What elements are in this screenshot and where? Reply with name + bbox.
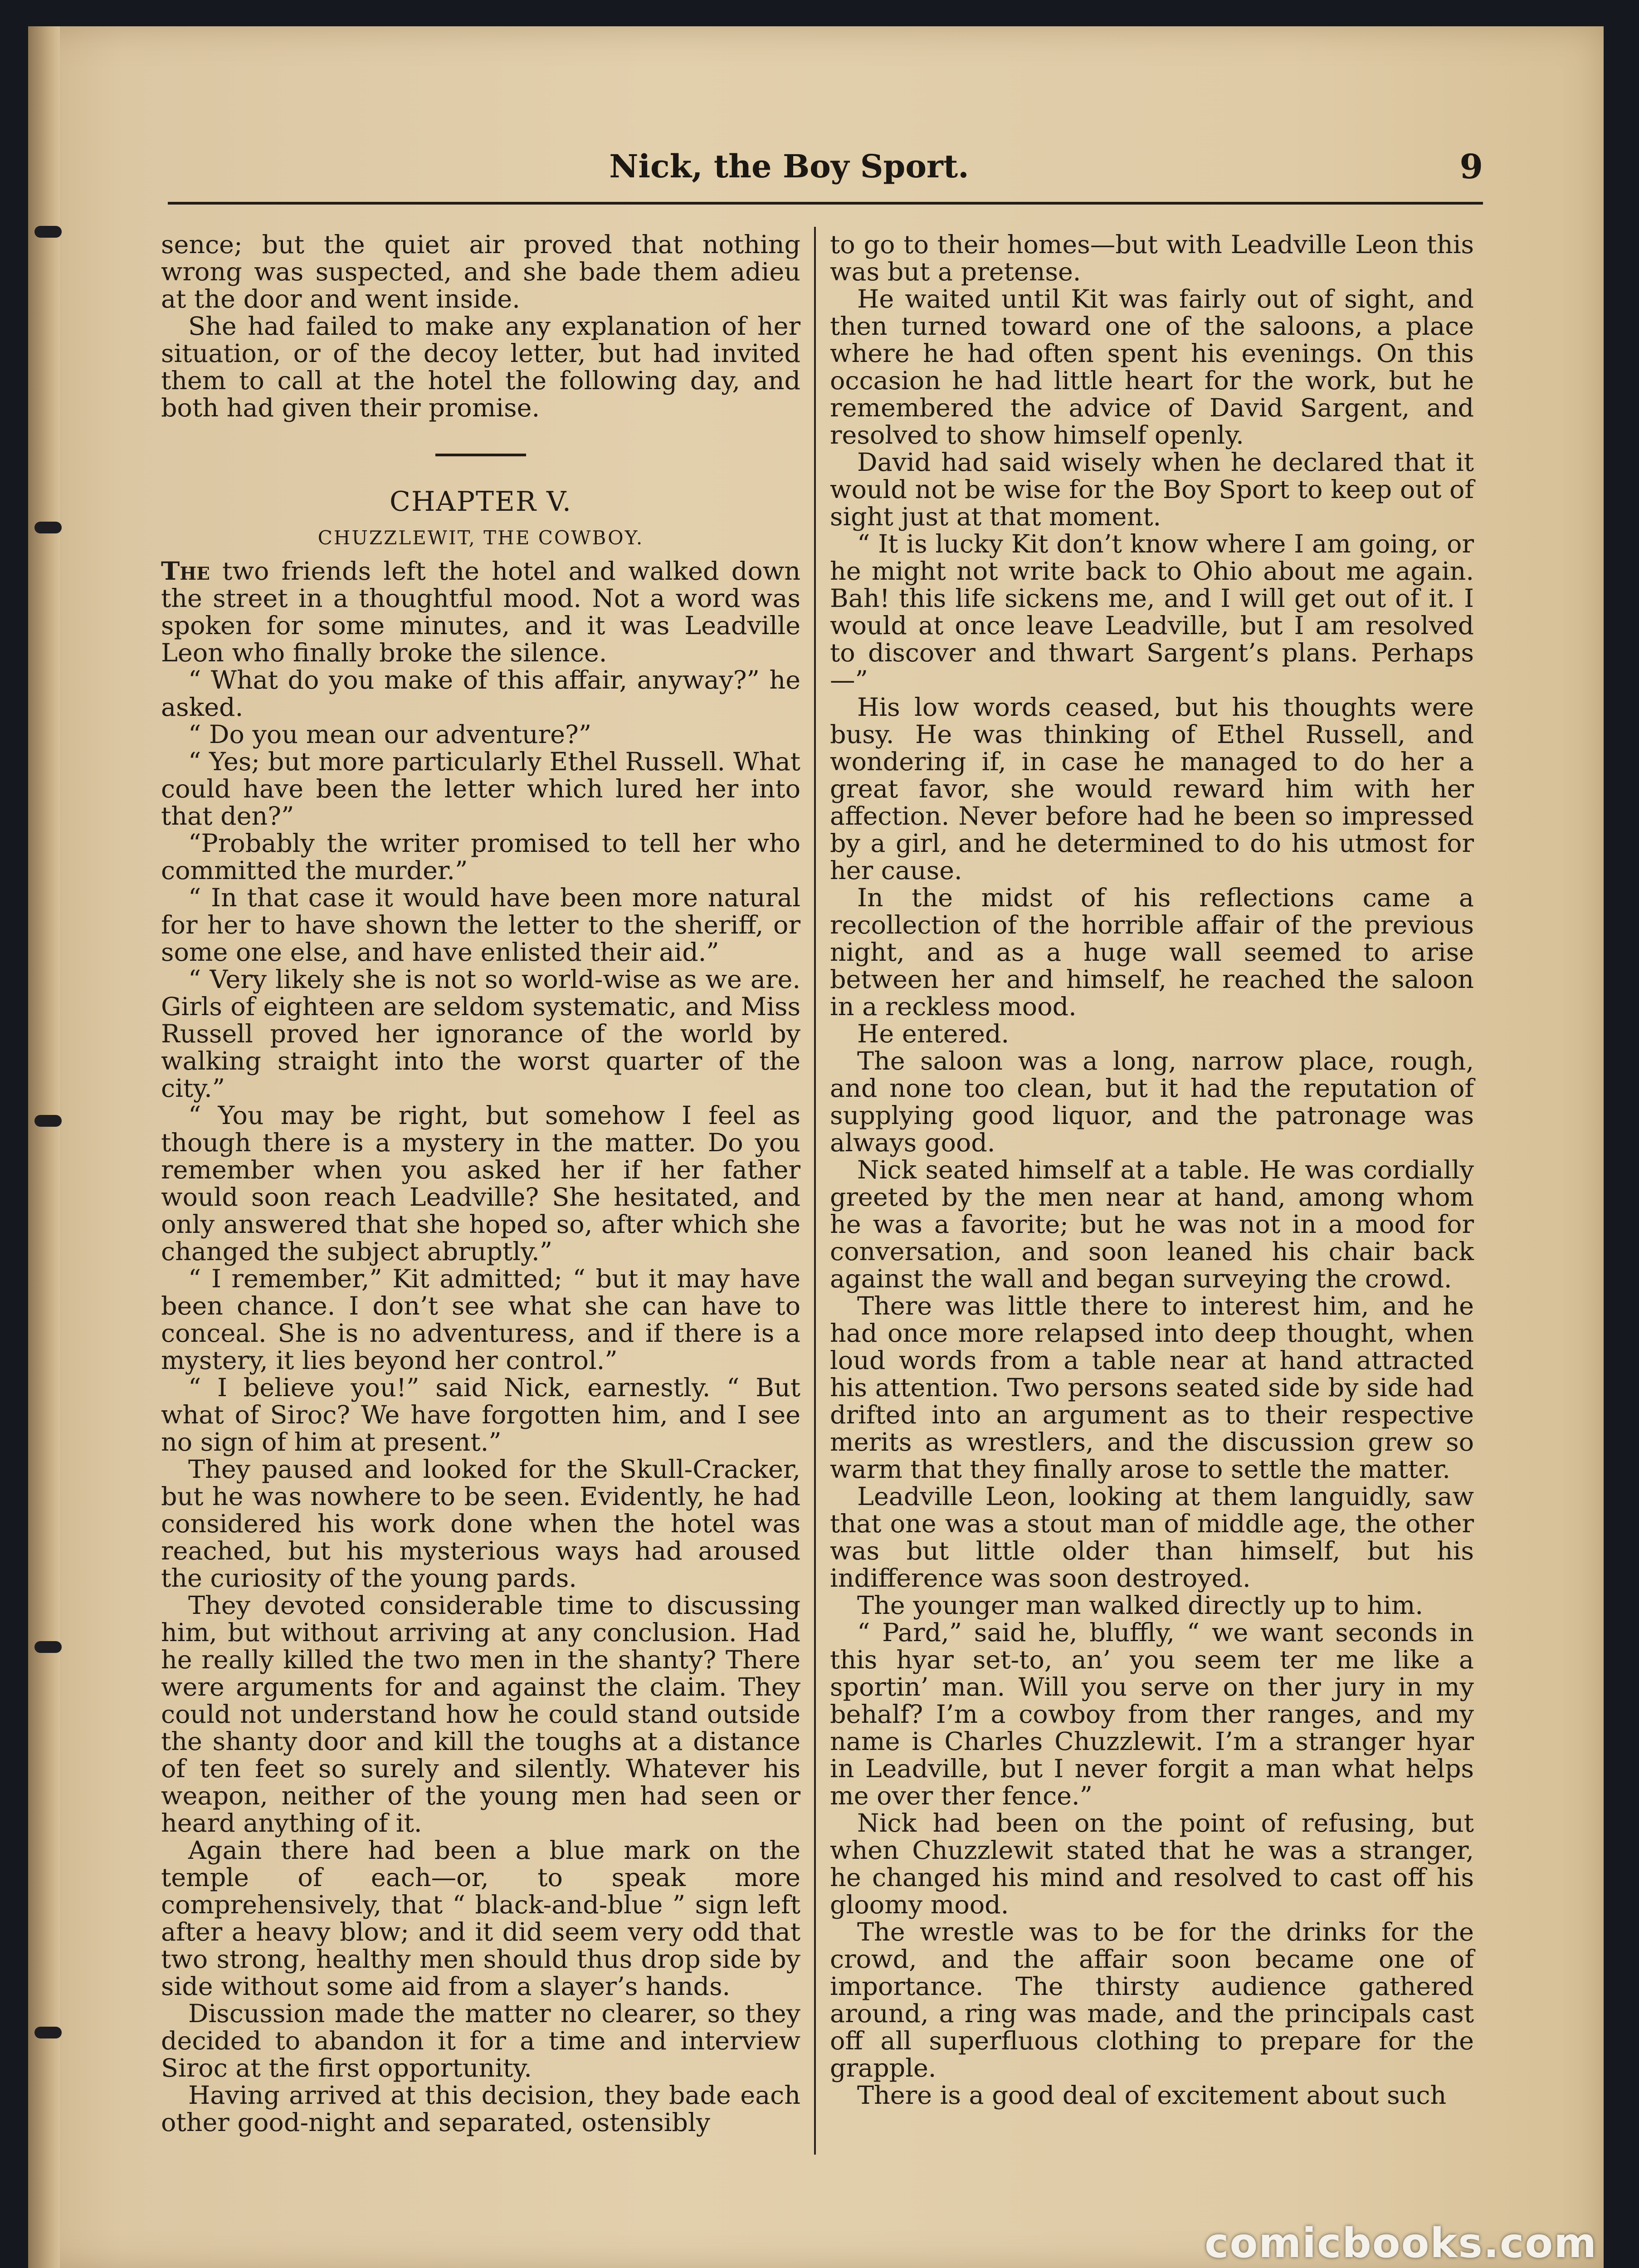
binding-stitch: [34, 1115, 62, 1127]
paragraph: The saloon was a long, narrow place, rough, and none too clean, but it had the reputation of supplying good liquor, and the patronage was always good.: [830, 1046, 1474, 1158]
opening-text: two friends left the hotel and walked down the street in a thoughtful mood. Not a word was spoken for some minutes, and it was Leadville Leon who finally broke the silence.: [161, 557, 800, 668]
left-column: [161, 231, 800, 2136]
binding-stitch: [34, 2027, 62, 2038]
paragraph: Leadville Leon, looking at them languidly, saw that one was a stout man of middle age, the other was but little older than himself, but his indifference was soon destroyed.: [830, 1482, 1474, 1593]
paragraph: Again there had been a blue mark on the temple of each—or, to speak more comprehensively, that “ black-and-blue ” sign left after a heavy blow; and it did seem very odd that two strong, healthy men should thus drop side by side without some aid from a slayer’s hands.: [161, 1836, 800, 2001]
page-spine: [28, 26, 60, 2268]
paragraph: “ Yes; but more particularly Ethel Russell. What could have been the letter which lured her into that den?”: [161, 747, 800, 831]
paragraph: He entered.: [857, 1019, 1010, 1049]
paragraph: “ I remember,” Kit admitted; “ but it may have been chance. I don’t see what she can have to conceal. She is no adventuress, and if there is a mystery, it lies beyond her control.”: [161, 1264, 800, 1375]
paragraph: His low words ceased, but his thoughts were busy. He was thinking of Ethel Russell, and wondering if, in case he managed to do her a great favor, she would reward him with her affection. Never before had he been so impressed by a girl, and he determined to do his utmost for her cause.: [830, 693, 1474, 885]
paragraph: “ I believe you!” said Nick, earnestly. “ But what of Siroc? We have forgotten him, and I see no sign of him at present.”: [161, 1373, 800, 1457]
paragraph: “ Do you mean our adventure?”: [188, 720, 592, 749]
paragraph: They devoted considerable time to discussing him, but without arriving at any conclusion. Had he really killed the two men in the shanty? There were arguments for and against the claim. They could not understand how he could stand outside the shanty door and kill the toughs at a distance of ten feet so surely and silently. Whatever his weapon, neither of the young men had seen or heard anything of it.: [161, 1591, 800, 1838]
binding-stitch: [34, 226, 62, 238]
paragraph: “ It is lucky Kit don’t know where I am going, or he might not write back to Ohio about me again. Bah! this life sickens me, and I will get out of it. I would at once leave Leadville, but I am resolved to discover and thwart Sargent’s plans. Perhaps—”: [830, 529, 1474, 695]
running-title: Nick, the Boy Sport.: [609, 147, 969, 185]
paragraph: “ What do you make of this affair, anyway?” he asked.: [161, 665, 800, 722]
paragraph: Nick had been on the point of refusing, but when Chuzzlewit stated that he was a stranger, he changed his mind and resolved to cast off his gloomy mood.: [830, 1809, 1474, 1920]
chapter-opening-paragraph: [161, 558, 800, 667]
page-number: 9: [1459, 147, 1483, 186]
paragraph: There is a good deal of excitement about such: [857, 2081, 1447, 2110]
paragraph: “Probably the writer promised to tell her who committed the murder.”: [161, 829, 800, 885]
binding-stitch: [34, 1641, 62, 1653]
chapter-title: CHAPTER V.: [390, 486, 572, 518]
paragraph: She had failed to make any explanation of her situation, or of the decoy letter, but had invited them to call at the hotel the following day, and both had given their promise.: [161, 312, 800, 423]
opening-word: The: [161, 557, 210, 586]
paragraph: The wrestle was to be for the drinks for the crowd, and the affair soon became one of importance. The thirsty audience gathered around, a ring was made, and the principals cast off all superfluous clothing to prepare for the grapple.: [830, 1917, 1474, 2083]
column-divider: [814, 227, 816, 2155]
section-divider: [435, 454, 526, 456]
paragraph: The younger man walked directly up to him.: [857, 1591, 1423, 1620]
paragraph: “ Very likely she is not so world-wise as we are. Girls of eighteen are seldom systematic, and Miss Russell proved her ignorance of the world by walking straight into the worst quarter of the city.”: [161, 965, 800, 1103]
paragraph: David had said wisely when he declared that it would not be wise for the Boy Sport to keep out of sight just at that moment.: [830, 448, 1474, 532]
paragraph: Discussion made the matter no clearer, so they decided to abandon it for a time and interview Siroc at the first opportunity.: [161, 1999, 800, 2083]
paragraph: Nick seated himself at a table. He was cordially greeted by the men near at hand, among whom he was a favorite; but he was not in a mood for conversation, and soon leaned his chair back against the wall and began surveying the crowd.: [830, 1155, 1474, 1294]
page-header: [168, 147, 1483, 211]
paragraph: In the midst of his reflections came a recollection of the horrible affair of the previous night, and as a huge wall seemed to arise between her and himself, he reached the saloon in a reckless mood.: [830, 883, 1474, 1022]
binding-stitch: [34, 522, 62, 533]
paragraph: “ You may be right, but somehow I feel as though there is a mystery in the matter. Do you remember when you asked her if her father would soon reach Leadville? She hesitated, and only answered that she hoped so, after which she changed the subject abruptly.”: [161, 1101, 800, 1266]
paragraph: Having arrived at this decision, they bade each other good-night and separated, ostensibly: [161, 2081, 800, 2137]
paragraph: “ Pard,” said he, bluffly, “ we want seconds in this hyar set-to, an’ you seem ter me like a sportin’ man. Will you serve on ther jury in my behalf? I’m a cowboy from ther ranges, and my name is Charles Chuzzlewit. I’m a stranger hyar in Leadville, but I never forgit a man what helps me over ther fence.”: [830, 1618, 1474, 1811]
paragraph: There was little there to interest him, and he had once more relapsed into deep thought, when loud words from a table near at hand attracted his attention. Two persons seated side by side had drifted into an argument as to their respective merits as wrestlers, and the discussion grew so warm that they finally arose to settle the matter.: [830, 1291, 1474, 1484]
header-rule: [168, 202, 1483, 205]
paragraph: “ In that case it would have been more natural for her to have shown the letter to the sheriff, or some one else, and have enlisted their aid.”: [161, 883, 800, 967]
right-column: [830, 231, 1474, 2109]
paragraph: to go to their homes—but with Leadville Leon this was but a pretense.: [830, 230, 1474, 287]
watermark: comicbooks.com: [1205, 2219, 1597, 2267]
paragraph: sence; but the quiet air proved that nothing wrong was suspected, and she bade them adieu at the door and went inside.: [161, 230, 800, 314]
paragraph: They paused and looked for the Skull-Cracker, but he was nowhere to be seen. Evidently, he had considered his work done when the hotel was reached, but his mysterious ways had aroused the curiosity of the young pards.: [161, 1455, 800, 1593]
chapter-subtitle: CHUZZLEWIT, THE COWBOY.: [317, 527, 644, 549]
paragraph: He waited until Kit was fairly out of sight, and then turned toward one of the saloons, a place where he had often spent his evenings. On this occasion he had little heart for the work, but he remembered the advice of David Sargent, and resolved to show himself openly.: [830, 284, 1474, 450]
